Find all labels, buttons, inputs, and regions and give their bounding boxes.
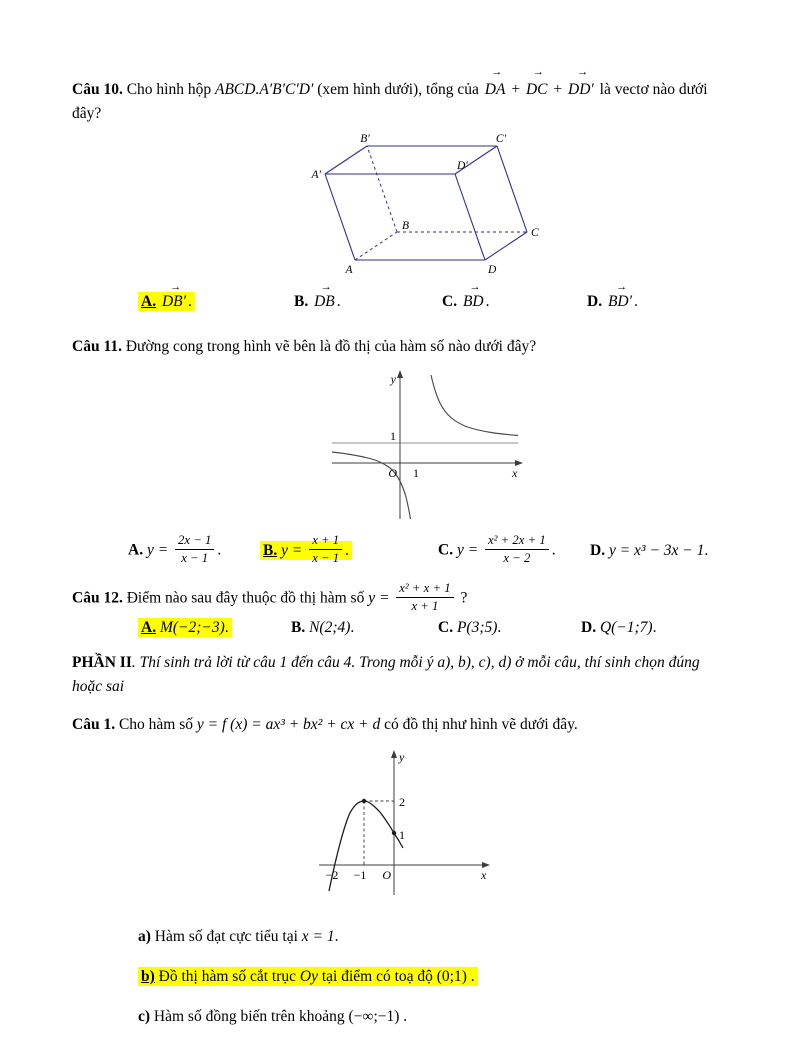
vertex-label-C: C: [531, 227, 539, 240]
option-C: C. BD → .: [442, 293, 587, 311]
selected-answer: A. DB′ → .: [138, 292, 195, 311]
axis-label-x: x: [480, 868, 486, 883]
fraction: $\frac{2x - 1}{x - 1}$: [175, 532, 214, 566]
vector-DDp: DD′ →: [568, 78, 594, 102]
hyperbola-graph-figure: [324, 367, 529, 525]
vertex-label-Dp: D′: [457, 160, 468, 173]
statement-b: [138, 965, 720, 990]
question-10-options: [72, 293, 720, 311]
question-12-label: Câu 12.: [72, 589, 123, 607]
option-A: A. y = $\frac{2x - 1}{x - 1}$ .: [128, 533, 222, 565]
question-10: [72, 78, 720, 311]
vector-DC: DC →: [526, 78, 548, 102]
option-A: [138, 619, 291, 637]
question-10-text: Câu 10. Cho hình hộp ABCD.A′B′C′D′ (xem hình dưới), tổng của DA → + DC → + DD′ → là vectơ nào dưới đây?: [72, 78, 720, 126]
tick-label-neg1: −1: [353, 868, 366, 883]
parallelepiped-figure: [311, 134, 541, 282]
tick-label-x1: 1: [412, 466, 419, 481]
vector-DB: DB →: [314, 293, 335, 311]
tick-label-1: 1: [398, 828, 405, 843]
option-D: D. y = x³ − 3x − 1.: [590, 542, 709, 560]
part-2-label: PHẦN II: [72, 654, 132, 672]
option-A: [138, 293, 294, 311]
fraction: $\frac{x + 1}{x - 1}$: [309, 532, 342, 566]
question-11-text: Câu 11. Đường cong trong hình vẽ bên là đồ thị của hàm số nào dưới đây?: [72, 338, 537, 356]
vertex-label-Ap: A′: [311, 169, 321, 182]
axis-label-y: y: [390, 372, 396, 387]
shape-name: ABCD.A′B′C′D′: [214, 81, 314, 98]
vector-DA: DA →: [485, 78, 506, 102]
question-11-options: [72, 534, 720, 568]
origin-label: O: [381, 868, 391, 883]
option-D: D. BD′ → .: [587, 293, 638, 311]
question-11: [72, 335, 720, 568]
statement-a: a) Hàm số đạt cực tiểu tại x = 1.: [138, 928, 339, 946]
selected-answer: b) Đồ thị hàm số cắt trục Oy tại điểm có toạ độ (0;1) .: [138, 967, 478, 986]
option-D: D. Q(−1;7).: [581, 619, 657, 637]
axis-label-y: y: [398, 750, 404, 765]
tick-label-y1: 1: [389, 429, 396, 444]
option-C: C. y = $\frac{\text{x² + 2x + 1}}{x - 2}$ .: [438, 533, 556, 565]
cubic-formula: y = f (x) = ax³ + bx² + cx + d: [196, 716, 381, 734]
q11-graph-wrap: [102, 367, 750, 530]
part-2-header: [72, 651, 720, 699]
vertex-label-D: D: [488, 264, 497, 277]
vertex-label-B: B: [402, 220, 410, 233]
question-12-text: Câu 12. Điểm nào sau đây thuộc đồ thị hàm số y = $\frac{\text{x² + x + 1}}{x + 1}$ ?: [72, 581, 468, 613]
part-2-instructions: . Thí sinh trả lời từ câu 1 đến câu 4. Trong mỗi ý a), b), c), d) ở mỗi câu, thí sinh chọn đúng hoặc sai: [72, 654, 700, 696]
option-B: [260, 534, 438, 568]
origin-label: O: [387, 466, 397, 481]
option-B: B. N(2;4).: [291, 619, 355, 637]
vertex-label-Bp: B′: [360, 133, 370, 146]
question-11-label: Câu 11.: [72, 338, 122, 356]
fraction: $\frac{\text{x² + 2x + 1}}{x - 2}$: [485, 532, 549, 566]
fraction: $\frac{\text{x² + x + 1}}{x + 1}$: [396, 580, 453, 614]
question-1-text: Câu 1. Cho hàm số y = f (x) = ax³ + bx² + cx + d có đồ thị như hình vẽ dưới đây.: [72, 716, 578, 734]
vertex-label-A: A: [345, 264, 353, 277]
vector-BD: BD →: [463, 293, 484, 311]
question-1-label: Câu 1.: [72, 716, 116, 734]
parallelepiped-figure-wrap: [102, 134, 750, 287]
cubic-graph-wrap: [72, 745, 720, 910]
statement-c: c) Hàm số đồng biến trên khoảng (−∞;−1) .: [138, 1007, 408, 1025]
cubic-graph-figure: [299, 745, 494, 905]
option-C: C. P(3;5).: [438, 619, 502, 637]
vertex-label-Cp: C′: [495, 133, 507, 146]
question-10-label: Câu 10.: [72, 81, 123, 98]
axis-label-x: x: [511, 466, 517, 481]
tick-label-neg2: −2: [325, 868, 338, 883]
question-1-part2: [72, 713, 720, 1029]
selected-answer: A. M(−2;−3).: [138, 618, 232, 637]
tick-label-2: 2: [398, 795, 405, 810]
option-B: B. DB → .: [294, 293, 442, 311]
question-12: [72, 582, 720, 637]
vector-BDp: BD′ →: [608, 293, 632, 311]
vector-DBp: DB′ →: [162, 293, 186, 311]
question-12-options: [72, 619, 720, 637]
selected-answer: B. y = $\frac{x + 1}{x - 1}$ .: [260, 541, 352, 560]
